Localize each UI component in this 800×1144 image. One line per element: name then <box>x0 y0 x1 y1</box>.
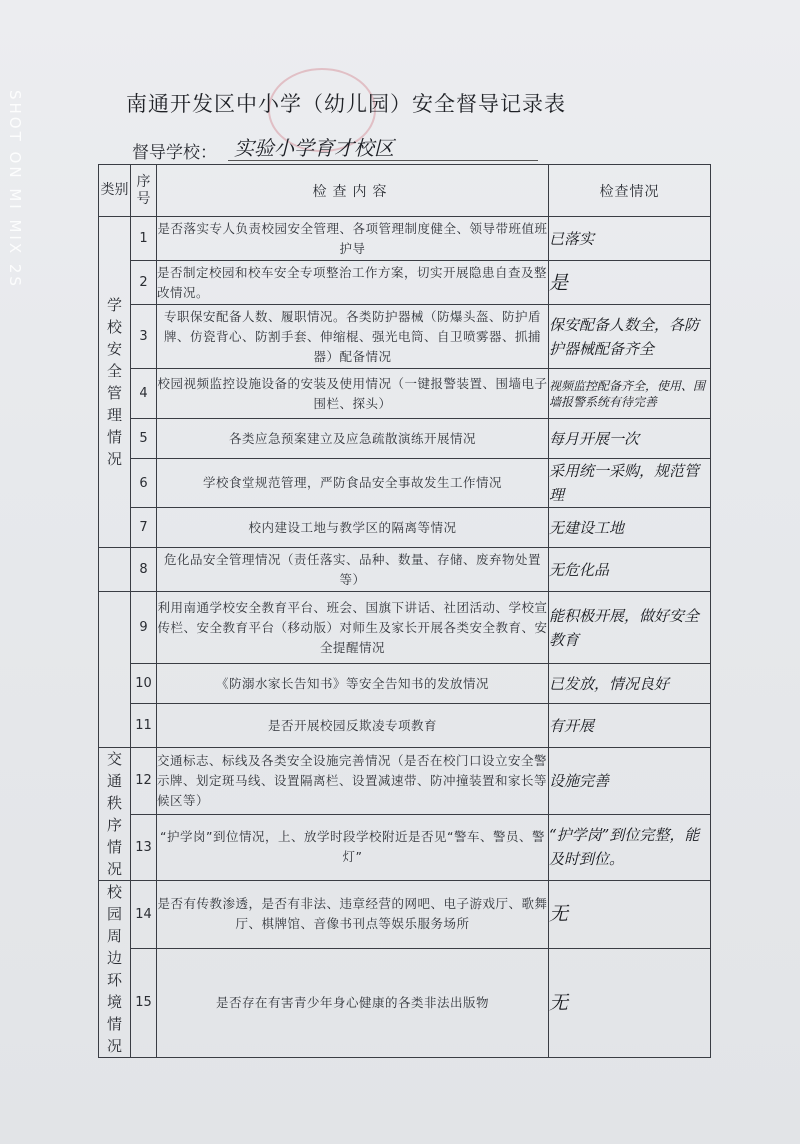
inspection-table <box>98 164 711 1058</box>
row-number: 3 <box>131 305 157 369</box>
table-row <box>99 217 711 261</box>
row-content: 是否开展校园反欺凌专项教育 <box>157 704 549 748</box>
row-result: 是 <box>549 261 711 305</box>
table-row <box>99 548 711 592</box>
row-result: 能积极开展，做好安全教育 <box>549 592 711 664</box>
header-number: 序号 <box>131 165 157 217</box>
category-blank <box>99 548 131 592</box>
row-number: 7 <box>131 508 157 548</box>
table-row <box>99 704 711 748</box>
table-row <box>99 508 711 548</box>
row-content: 校内建设工地与教学区的隔离等情况 <box>157 508 549 548</box>
row-content: 交通标志、标线及各类安全设施完善情况（是否在校门口设立安全警示牌、划定斑马线、设置隔离栏、设置减速带、防冲撞装置和家长等候区等） <box>157 748 549 815</box>
category-traffic-order: 交通秩序情况 <box>99 748 131 881</box>
category-blank-2 <box>99 592 131 748</box>
header-content: 检查内容 <box>157 165 549 217</box>
school-value: 实验小学育才校区 <box>234 136 394 160</box>
table-row <box>99 369 711 419</box>
row-number: 9 <box>131 592 157 664</box>
row-result: 已发放，情况良好 <box>549 664 711 704</box>
row-number: 6 <box>131 459 157 508</box>
row-result: 已落实 <box>549 217 711 261</box>
row-content: 学校食堂规范管理，严防食品安全事故发生工作情况 <box>157 459 549 508</box>
row-result: 有开展 <box>549 704 711 748</box>
row-number: 12 <box>131 748 157 815</box>
row-content: 专职保安配备人数、履职情况。各类防护器械（防爆头盔、防护盾牌、仿瓷背心、防割手套、伸缩棍、强光电筒、自卫喷雾器、抓捕器）配备情况 <box>157 305 549 369</box>
table-row <box>99 419 711 459</box>
row-content: 《防溺水家长告知书》等安全告知书的发放情况 <box>157 664 549 704</box>
camera-watermark: SHOT ON MI MIX 2S <box>6 90 24 289</box>
row-result: 无建设工地 <box>549 508 711 548</box>
row-result: 保安配备人数全，各防护器械配备齐全 <box>549 305 711 369</box>
row-content: 利用南通学校安全教育平台、班会、国旗下讲话、社团活动、学校宣传栏、安全教育平台（移动版）对师生及家长开展各类安全教育、安全提醒情况 <box>157 592 549 664</box>
row-content: 是否落实专人负责校园安全管理、各项管理制度健全、领导带班值班护导 <box>157 217 549 261</box>
table-row <box>99 748 711 815</box>
row-result: 无危化品 <box>549 548 711 592</box>
row-number: 4 <box>131 369 157 419</box>
row-result: 无 <box>549 948 711 1057</box>
row-content: 各类应急预案建立及应急疏散演练开展情况 <box>157 419 549 459</box>
row-result: 无 <box>549 881 711 949</box>
row-result: 设施完善 <box>549 748 711 815</box>
row-content: 校园视频监控设施设备的安装及使用情况（一键报警装置、围墙电子围栏、探头） <box>157 369 549 419</box>
document-title: 南通开发区中小学（幼儿园）安全督导记录表 <box>126 92 566 116</box>
row-number: 11 <box>131 704 157 748</box>
table-row <box>99 881 711 949</box>
table-row <box>99 592 711 664</box>
row-number: 5 <box>131 419 157 459</box>
row-number: 10 <box>131 664 157 704</box>
row-result: 视频监控配备齐全，使用、围墙报警系统有待完善 <box>549 369 711 419</box>
table-row <box>99 261 711 305</box>
category-campus-safety: 学校安全管理情况 <box>99 217 131 548</box>
row-number: 13 <box>131 814 157 881</box>
table-row <box>99 948 711 1057</box>
school-underline <box>228 160 538 161</box>
row-number: 1 <box>131 217 157 261</box>
table-row <box>99 305 711 369</box>
row-number: 2 <box>131 261 157 305</box>
table-row <box>99 459 711 508</box>
row-result: “护学岗”到位完整，能及时到位。 <box>549 814 711 881</box>
row-number: 14 <box>131 881 157 949</box>
header-result: 检查情况 <box>549 165 711 217</box>
school-label: 督导学校： <box>132 143 217 163</box>
row-number: 15 <box>131 948 157 1057</box>
header-category: 类别 <box>99 165 131 217</box>
row-content: 是否制定校园和校车安全专项整治工作方案，切实开展隐患自查及整改情况。 <box>157 261 549 305</box>
table-header-row <box>99 165 711 217</box>
row-number: 8 <box>131 548 157 592</box>
table-row <box>99 814 711 881</box>
category-surroundings: 校园周边环境情况 <box>99 881 131 1058</box>
row-result: 采用统一采购，规范管理 <box>549 459 711 508</box>
table-row <box>99 664 711 704</box>
row-content: 是否有传教渗透，是否有非法、违章经营的网吧、电子游戏厅、歌舞厅、棋牌馆、音像书刊点等娱乐服务场所 <box>157 881 549 949</box>
row-content: “护学岗”到位情况，上、放学时段学校附近是否见“警车、警员、警灯” <box>157 814 549 881</box>
row-content: 是否存在有害青少年身心健康的各类非法出版物 <box>157 948 549 1057</box>
row-content: 危化品安全管理情况（责任落实、品种、数量、存储、废弃物处置等） <box>157 548 549 592</box>
row-result: 每月开展一次 <box>549 419 711 459</box>
